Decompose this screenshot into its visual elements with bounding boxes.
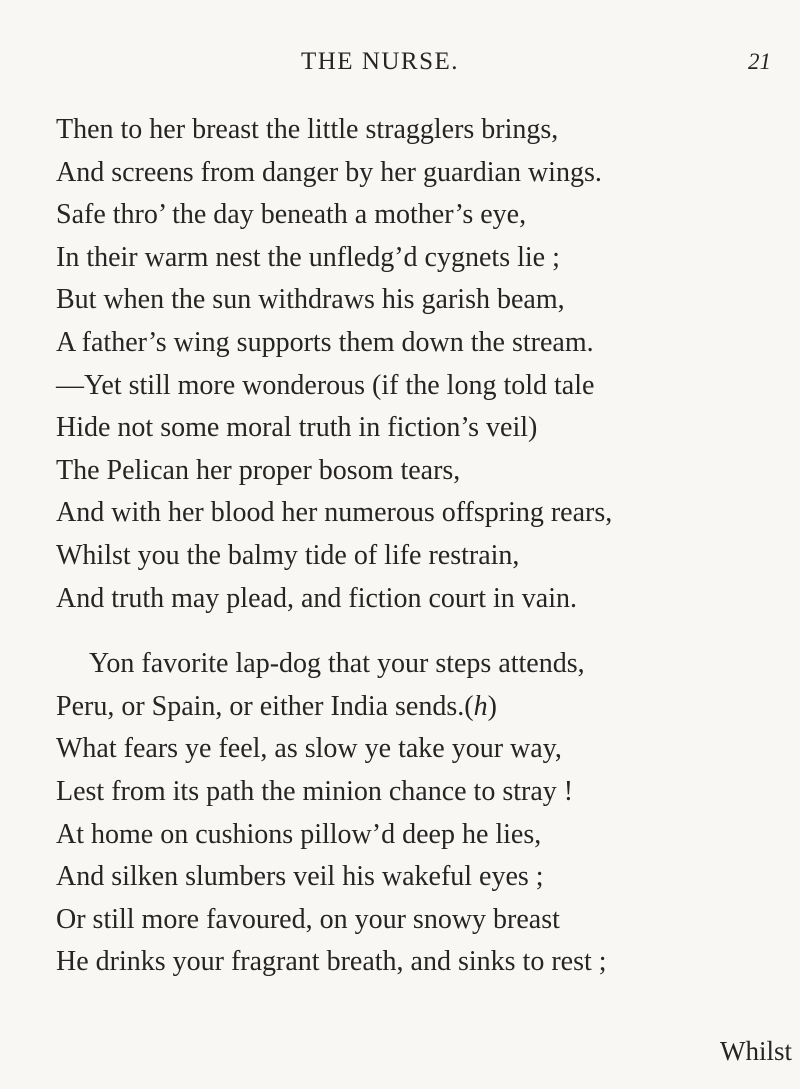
verse-line: The Pelican her proper bosom tears, <box>56 454 461 486</box>
stanza-break <box>56 620 776 643</box>
page-number: 21 <box>748 49 771 74</box>
verse-line: But when the sun withdraws his garish beam, <box>56 284 565 316</box>
verse-line: Whilst you the balmy tide of life restrain, <box>56 539 520 571</box>
running-head <box>0 46 800 78</box>
verse-line: Safe thro’ the day beneath a mother’s eye, <box>56 199 527 231</box>
verse-line: —Yet still more wonderous (if the long told tale <box>56 369 595 401</box>
verse-line-indented: Yon favorite lap-dog that your steps attends, <box>89 648 585 680</box>
note-close-paren: ) <box>487 690 497 722</box>
note-open-paren: ( <box>464 690 474 722</box>
verse-line: And with her blood her numerous offspring rears, <box>56 497 613 529</box>
verse-line: Then to her breast the little stragglers brings, <box>56 114 559 145</box>
catchword: Whilst <box>720 1036 792 1066</box>
verse-line: Hide not some moral truth in fiction’s veil) <box>56 412 538 444</box>
verse-line: And truth may plead, and fiction court in vain. <box>56 582 577 614</box>
verse-line: A father’s wing supports them down the stream. <box>56 326 594 358</box>
verse-line-text: Peru, or Spain, or either India sends. <box>56 690 465 722</box>
verse-line: And silken slumbers veil his wakeful eyes ; <box>56 861 544 893</box>
verse-line-with-note <box>56 686 776 729</box>
verse-line: At home on cushions pillow’d deep he lies, <box>56 818 542 850</box>
running-title: THE NURSE. <box>300 48 460 75</box>
verse-line: Lest from its path the minion chance to stray ! <box>56 775 574 807</box>
verse-line: In their warm nest the unfledg’d cygnets lie ; <box>56 241 560 273</box>
verse-line: He drinks your fragrant breath, and sinks to rest ; <box>56 946 607 978</box>
verse-line: What fears ye feel, as slow ye take your way, <box>56 733 562 765</box>
poem-text <box>56 109 776 984</box>
footnote-marker: h <box>473 690 488 722</box>
verse-line: Or still more favoured, on your snowy breast <box>56 903 560 935</box>
verse-line: And screens from danger by her guardian wings. <box>56 156 602 188</box>
